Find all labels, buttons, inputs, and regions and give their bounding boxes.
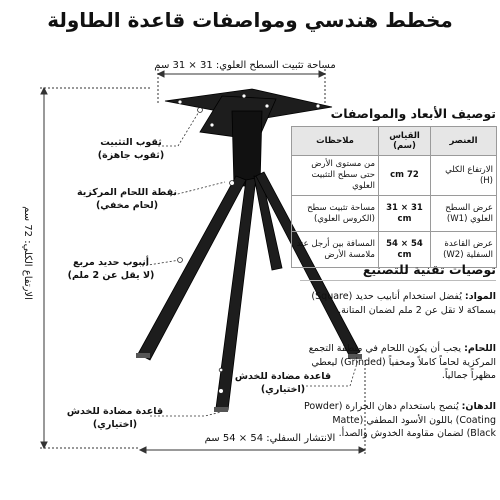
callout-title: قاعدة مضادة للخدش [234, 371, 332, 382]
table-row [292, 156, 497, 196]
cell-size: 72 cm [379, 156, 431, 196]
recommendation-label: اللحام: [464, 343, 496, 354]
callout-sub: (اختياري) [260, 384, 306, 395]
page-title: مخطط هندسي ومواصفات قاعدة الطاولة [47, 8, 453, 32]
header-notes: ملاحظات [292, 127, 379, 156]
cell-notes: من مستوى الأرض حتى سطح التثبيت العلوي [292, 156, 379, 196]
cell-element: عرض السطح العلوي (W1) [431, 196, 497, 232]
table-header-row [292, 127, 497, 156]
recommendation-paint [300, 400, 496, 441]
recommendation-materials [300, 290, 496, 317]
cell-element: عرض القاعدة السفلية (W2) [431, 232, 497, 268]
callout-sub: (لا يقل عن 2 ملم) [67, 270, 155, 281]
callout-title: ثقوب التثبيت [100, 137, 162, 148]
central-hub [232, 111, 262, 186]
specs-title: توصيف الأبعاد والمواصفات [330, 106, 496, 121]
recommendation-welding [300, 342, 496, 383]
recommendation-label: المواد: [464, 291, 496, 302]
height-dimension-label: الارتفاع الكلي: 72 سم [22, 206, 33, 300]
cell-notes: مساحة تثبيت سطح (الكروس العلوي) [292, 196, 379, 232]
top-dimension-label: مساحة تثبيت السطح العلوي: 31 × 31 سم [154, 60, 336, 71]
callout-title: قاعدة مضادة للخدش [66, 406, 164, 417]
cell-size: 54 × 54 cm [379, 232, 431, 268]
callout-pad-outer [66, 405, 164, 431]
recommendation-text: يُفضل استخدام أنابيب حديد (Square) بسماكة لا تقل عن 2 ملم لضمان المتانة. [311, 291, 496, 316]
callout-sub: (لحام مخفي) [95, 200, 159, 211]
cell-element: الارتفاع الكلي (H) [431, 156, 497, 196]
recommendations-title: توصيات تقنية للتصنيع [362, 262, 496, 277]
callout-title: نقطة اللحام المركزية [77, 187, 177, 198]
specs-table [291, 126, 497, 268]
header-element: العنصر [431, 127, 497, 156]
callout-square-tube [66, 256, 156, 282]
callout-sub: (اختياري) [92, 419, 138, 430]
recommendation-text: يجب أن يكون اللحام في منطقة التجمع المركزية لحاماً كاملاً ومخفياً (Grinded) ليعطي مظهراً جمالياً. [308, 343, 496, 381]
recommendation-text: يُنصح باستخدام دهان الحرارة (Powder Coating) باللون الأسود المطفي (Matte Black) لضمان مقاومة الخدوش والصدأ. [303, 401, 496, 439]
cell-size: 31 × 31 cm [379, 196, 431, 232]
header-size: القياس (سم) [379, 127, 431, 156]
table-row [292, 196, 497, 232]
callout-sub: (ثقوب جاهزة) [97, 150, 165, 161]
cell-notes: المسافة بين أرجل عند ملامسة الأرض [292, 232, 379, 268]
callout-title: أنبوب حديد مربع [72, 257, 150, 268]
recommendation-label: الدهان: [461, 401, 496, 412]
recommendations-divider [300, 280, 496, 281]
callout-weld-point [74, 186, 180, 212]
callout-mounting-holes [94, 136, 168, 162]
bottom-dimension-label: الانتشار السفلي: 54 × 54 سم [204, 433, 336, 444]
